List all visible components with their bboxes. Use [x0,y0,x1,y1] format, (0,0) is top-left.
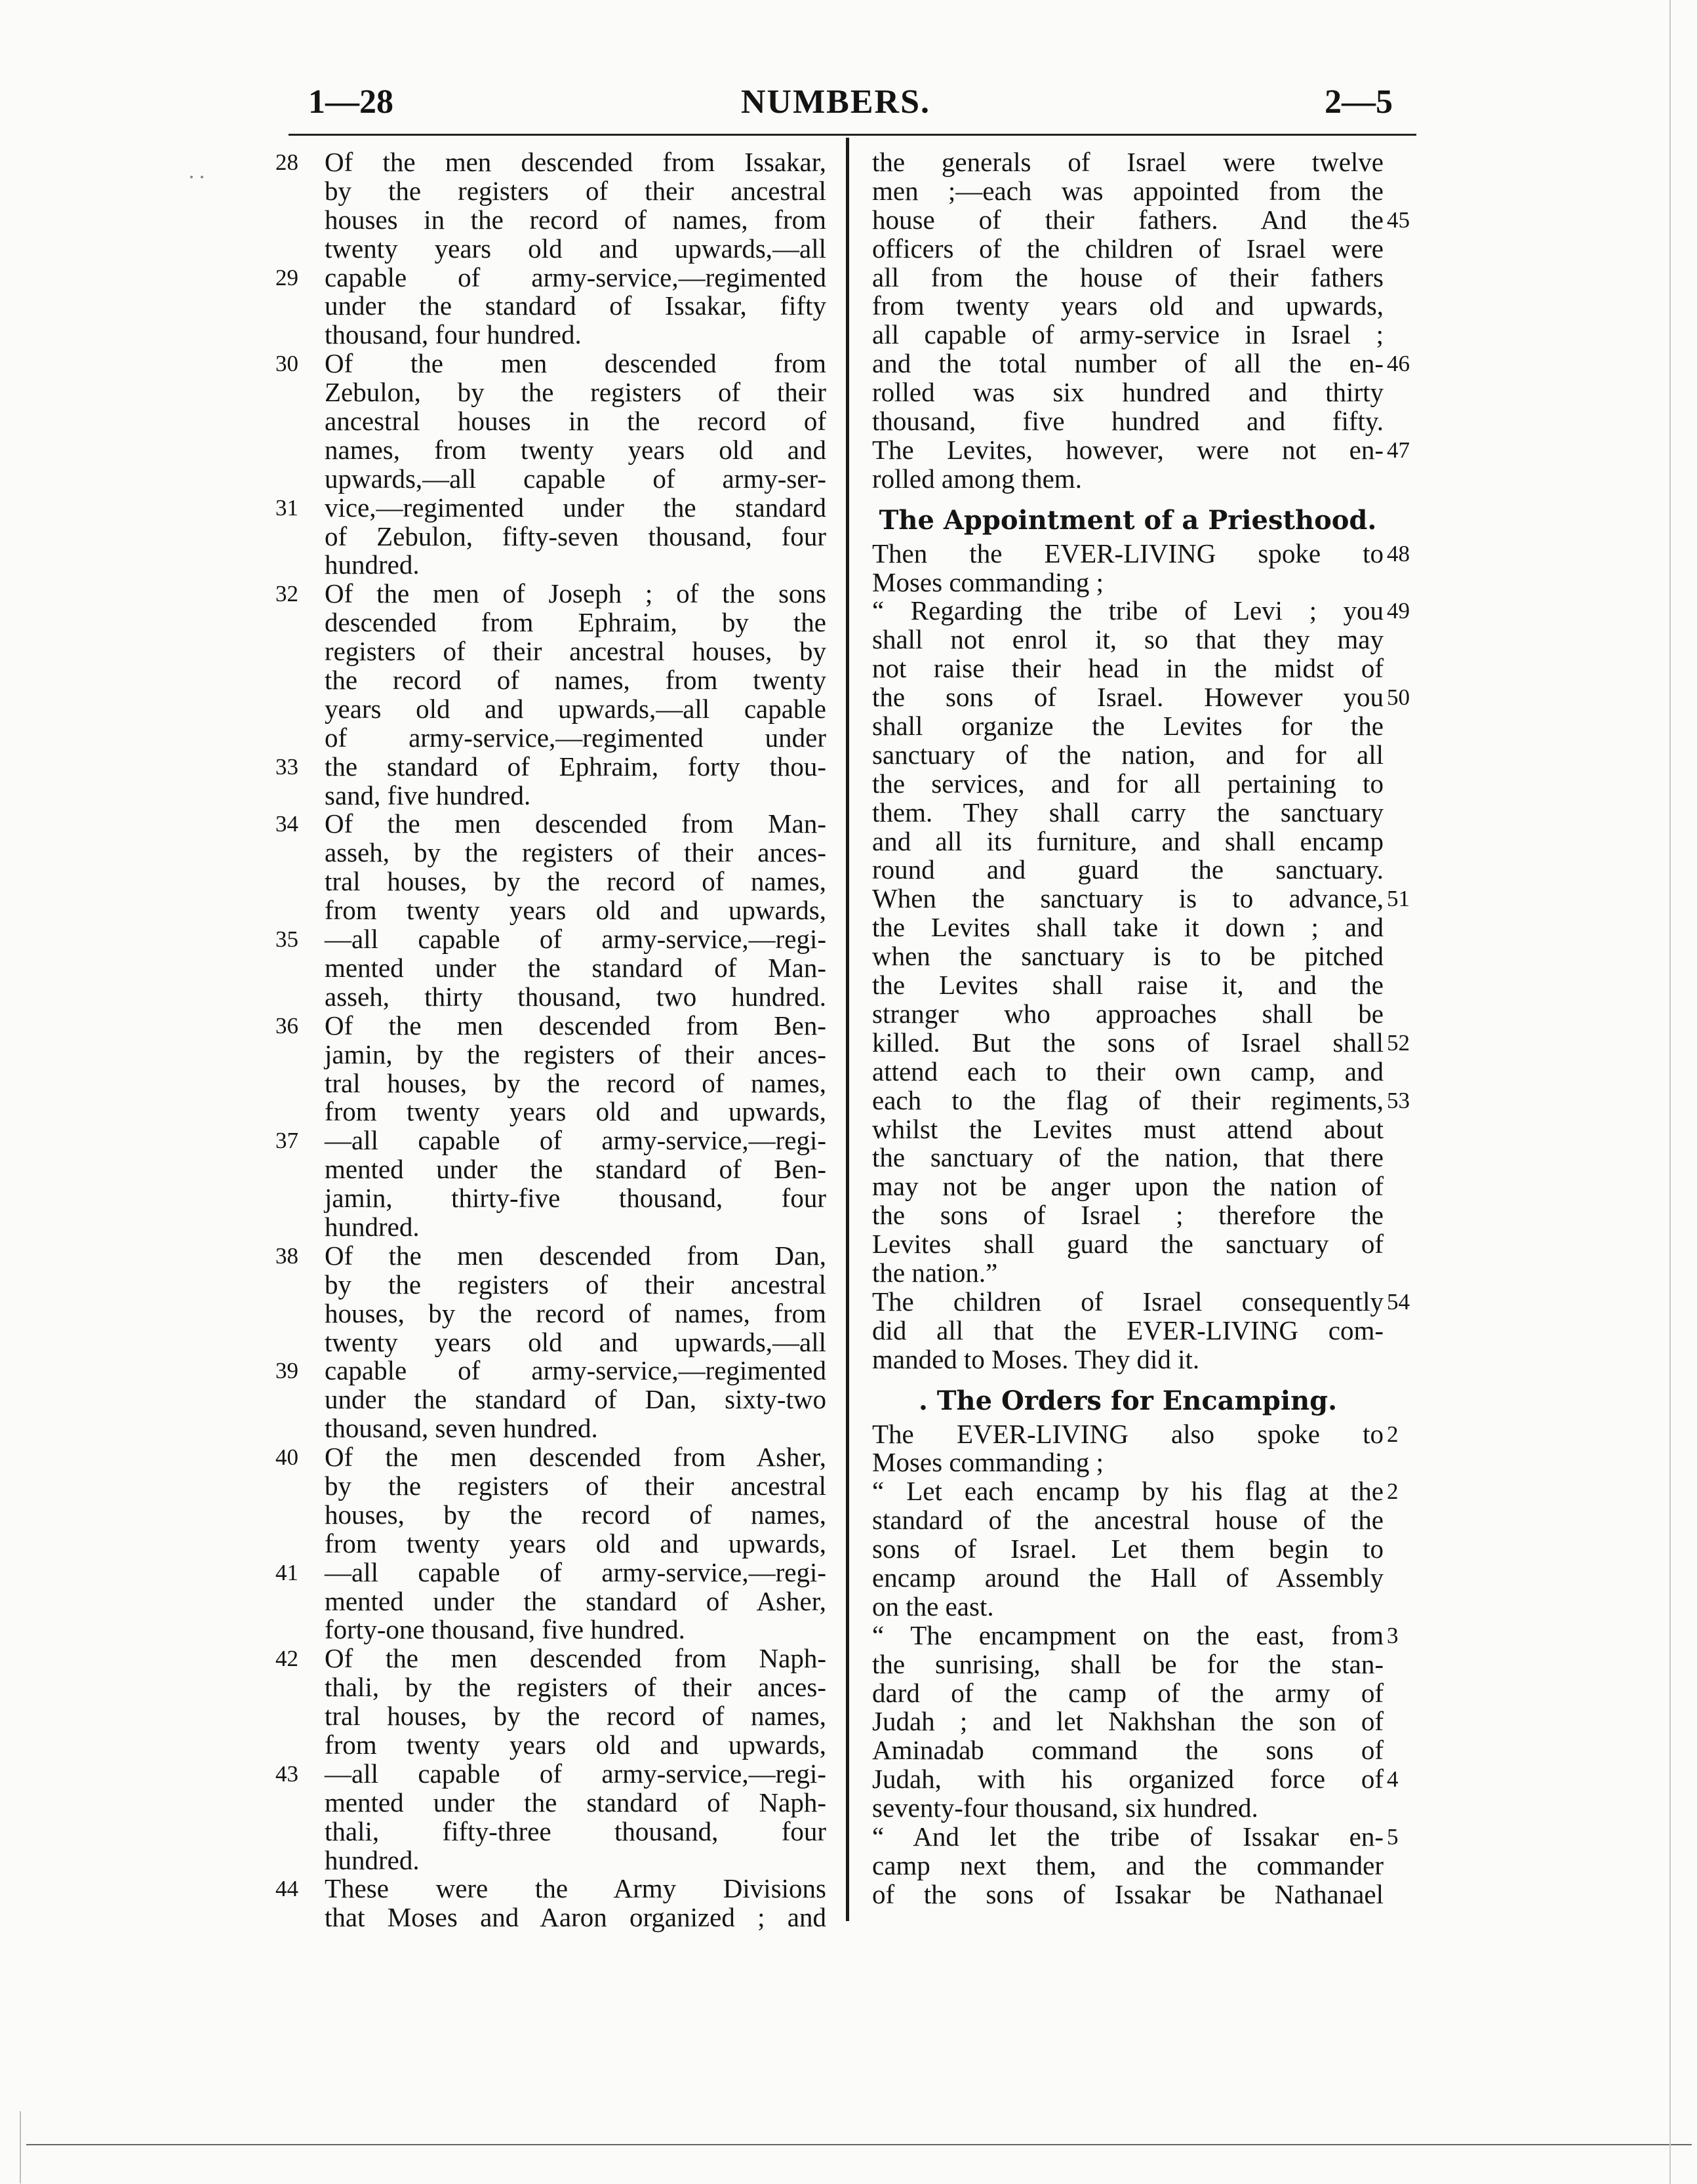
text-line [275,206,833,235]
text-line [275,1012,833,1041]
line-text: Of the men descended from Asher, [325,1442,826,1473]
column-divider [846,138,849,1921]
line-text: men ;—each was appointed from the [872,175,1384,206]
text-line [275,177,833,206]
line-text: tral houses, by the record of names, [325,1701,826,1732]
verse-number: 28 [275,149,298,175]
text-line [275,1644,833,1673]
text-line [852,1143,1443,1172]
text-line [275,1501,833,1530]
line-text: sanctuary of the nation, and for all [872,739,1384,770]
text-line [275,1098,833,1126]
header-rule [289,134,1416,136]
line-text: of Zebulon, fifty-seven thousand, four [325,521,826,551]
line-text: not raise their head in the midst of [872,653,1384,684]
text-line [852,654,1443,683]
text-line [275,436,833,465]
line-text: Of the men descended from Dan, [325,1240,826,1271]
text-line [852,884,1443,913]
scan-bottom-edge [26,2144,1692,2145]
text-line [275,925,833,954]
line-text: seventy-four thousand, six hundred. [872,1793,1258,1823]
text-line [852,436,1443,465]
text-line [275,1587,833,1616]
line-text: —all capable of army-service,—regi- [325,1758,826,1789]
line-text: the sons of Israel ; therefore the [872,1200,1384,1231]
text-line [275,1213,833,1242]
text-line [852,625,1443,654]
line-text: houses, by the record of names, [325,1499,826,1530]
scan-speck [201,176,203,178]
text-line [852,1420,1443,1449]
line-text: of army-service,—regimented under [325,722,826,753]
line-text: from twenty years old and upwards, [325,1096,826,1127]
line-text: Moses commanding ; [872,1447,1104,1478]
text-line [852,177,1443,206]
text-line [275,1126,833,1155]
line-text: standard of the ancestral house of the [872,1505,1384,1536]
text-line [852,264,1443,292]
text-line [852,1765,1443,1794]
line-text: thali, fifty-three thousand, four [325,1816,826,1846]
line-text: by the registers of their ancestral [325,1470,826,1501]
line-text: houses in the record of names, from [325,204,826,235]
text-line [275,407,833,436]
text-line [852,1564,1443,1593]
line-text: thousand, seven hundred. [325,1413,598,1444]
verse-number: 49 [1387,598,1410,624]
line-text: house of their fathers. And the [872,204,1384,235]
line-text: from twenty years old and upwards, [325,1729,826,1760]
line-text: When the sanctuary is to advance, [872,883,1384,914]
line-text: —all capable of army-service,—regi- [325,1125,826,1156]
text-line [275,465,833,494]
line-text: mented under the standard of Naph- [325,1787,826,1817]
text-line [275,1817,833,1846]
text-line [275,608,833,637]
text-line [852,1679,1443,1708]
line-text: twenty years old and upwards,—all [325,1326,826,1357]
text-line [275,782,833,810]
text-line [275,1789,833,1817]
text-line [275,867,833,896]
text-line [275,580,833,608]
verse-number: 48 [1387,540,1410,566]
line-text: Zebulon, by the registers of their [325,377,826,408]
text-line [852,971,1443,1000]
line-text: the standard of Ephraim, forty thou- [325,751,826,782]
text-line [275,1069,833,1098]
line-text: names, from twenty years old and [325,434,826,465]
text-line [275,1357,833,1385]
text-line [275,983,833,1012]
text-line [275,1731,833,1760]
verse-number: 5 [1387,1823,1399,1850]
verse-number: 4 [1387,1766,1399,1793]
line-text: attend each to their own camp, and [872,1056,1384,1086]
line-text: encamp around the Hall of Assembly [872,1562,1384,1593]
verse-number: 3 [1387,1622,1399,1648]
verse-number: 31 [275,494,298,521]
line-text: thousand, four hundred. [325,319,582,350]
line-text: Of the men descended from Ben- [325,1010,826,1041]
text-line [275,148,833,177]
section-heading-row [852,1374,1443,1420]
verse-number: 50 [1387,685,1410,711]
text-line [275,954,833,983]
text-line [275,264,833,292]
text-line [275,349,833,378]
text-line [852,1477,1443,1506]
text-line [852,1000,1443,1029]
line-text: Judah ; and let Nakhshan the son of [872,1706,1384,1737]
line-text: “ And let the tribe of Issakar en- [872,1821,1384,1852]
line-text: the Levites shall take it down ; and [872,912,1384,943]
text-line [852,1058,1443,1086]
text-line [275,695,833,724]
text-line [852,683,1443,712]
line-text: whilst the Levites must attend about [872,1113,1384,1144]
text-line [275,1673,833,1702]
text-line [852,1201,1443,1230]
text-line [852,540,1443,568]
text-line [852,1736,1443,1765]
line-text: the generals of Israel were twelve [872,147,1384,177]
verse-number: 36 [275,1012,298,1039]
line-text: thali, by the registers of their ances- [325,1672,826,1703]
verse-number: 2 [1387,1421,1399,1447]
line-text: descended from Ephraim, by the [325,607,826,638]
verse-number: 53 [1387,1087,1410,1113]
text-line [275,1903,833,1932]
line-text: may not be anger upon the nation of [872,1171,1384,1202]
text-line [852,1535,1443,1564]
text-line [852,378,1443,407]
line-text: mented under the standard of Ben- [325,1154,826,1185]
line-text: stranger who approaches shall be [872,998,1384,1029]
verse-number: 34 [275,811,298,837]
text-line [852,1288,1443,1317]
line-text: asseh, thirty thousand, two hundred. [325,981,826,1012]
verse-number: 38 [275,1242,298,1269]
text-line [852,799,1443,827]
text-line [852,206,1443,235]
line-text: —all capable of army-service,—regi- [325,1557,826,1587]
text-line [275,1414,833,1443]
line-text: capable of army-service,—regimented [325,1355,826,1386]
line-text: the sanctuary of the nation, that there [872,1142,1384,1173]
text-line [852,1230,1443,1259]
text-line [852,1029,1443,1058]
verse-number: 44 [275,1876,298,1902]
verse-number: 35 [275,926,298,953]
line-text: hundred. [325,549,420,580]
line-text: Moses commanding ; [872,566,1104,597]
line-text: the record of names, from twenty [325,665,826,696]
line-text: Of the men descended from [325,348,826,379]
text-line [275,1443,833,1472]
chapter-verse-range-left: 1—28 [308,83,393,121]
text-line [275,494,833,523]
line-text: tral houses, by the record of names, [325,1067,826,1098]
line-text: twenty years old and upwards,—all [325,233,826,264]
right-text-column [852,148,1443,1909]
text-line [852,856,1443,884]
verse-number: 51 [1387,886,1410,912]
text-line [852,321,1443,349]
verse-number: 33 [275,753,298,780]
line-text: camp next them, and the commander [872,1850,1384,1880]
text-line [275,810,833,839]
line-text: Then the EVER-LIVING spoke to [872,538,1384,568]
line-text: hundred. [325,1844,420,1875]
verse-number: 32 [275,581,298,607]
text-line [852,712,1443,741]
text-line [852,597,1443,625]
text-line [852,1593,1443,1621]
text-line [275,1041,833,1069]
section-heading-row [852,494,1443,540]
text-line [852,942,1443,971]
text-line [275,1846,833,1875]
text-line [275,1271,833,1300]
text-line [275,839,833,867]
text-line [275,1875,833,1903]
line-text: asseh, by the registers of their ances- [325,837,826,868]
line-text: registers of their ancestral houses, by [325,636,826,667]
line-text: “ Let each encamp by his flag at the [872,1476,1384,1507]
line-text: under the standard of Dan, sixty-two [325,1384,826,1415]
line-text: all from the house of their fathers [872,262,1384,292]
section-heading: The Appointment of a Priesthood. [879,504,1377,536]
verse-number: 43 [275,1760,298,1787]
line-text: These were the Army Divisions [325,1873,826,1904]
text-line [852,770,1443,799]
line-text: Judah, with his organized force of [872,1764,1384,1795]
text-line [275,637,833,666]
text-line [275,1616,833,1644]
verse-number: 41 [275,1559,298,1585]
text-line [852,1086,1443,1115]
text-line [852,1880,1443,1909]
text-line [275,1184,833,1213]
line-text: did all that the EVER-LIVING com- [872,1315,1384,1345]
line-text: The Levites, however, were not en- [872,434,1384,465]
line-text: mented under the standard of Asher, [325,1585,826,1616]
text-line [852,913,1443,942]
text-line [852,148,1443,177]
verse-number: 46 [1387,351,1410,377]
line-text: the Levites shall raise it, and the [872,970,1384,1001]
line-text: years old and upwards,—all capable [325,693,826,724]
line-text: each to the flag of their regiments, [872,1084,1384,1115]
text-line [852,349,1443,378]
verse-number: 29 [275,264,298,290]
chapter-verse-range-right: 2—5 [1325,83,1393,121]
line-text: thousand, five hundred and fifty. [872,406,1384,437]
text-line [275,1760,833,1789]
text-line [852,1621,1443,1650]
line-text: by the registers of their ancestral [325,175,826,206]
text-line [852,1259,1443,1288]
text-line [852,1506,1443,1535]
text-line [275,1385,833,1414]
line-text: hundred. [325,1211,420,1242]
verse-number: 54 [1387,1288,1410,1315]
line-text: by the registers of their ancestral [325,1269,826,1300]
text-line [852,1115,1443,1144]
line-text: from twenty years old and upwards, [325,895,826,926]
line-text: Of the men descended from Naph- [325,1643,826,1674]
text-line [275,666,833,695]
line-text: manded to Moses. They did it. [872,1343,1200,1374]
line-text: them. They shall carry the sanctuary [872,797,1384,827]
text-line [852,741,1443,770]
line-text: shall not enrol it, so that they may [872,624,1384,655]
line-text: and all its furniture, and shall encamp [872,825,1384,856]
line-text: the services, and for all pertaining to [872,768,1384,799]
line-text: jamin, thirty-five thousand, four [325,1183,826,1214]
text-line [852,1317,1443,1345]
line-text: when the sanctuary is to be pitched [872,941,1384,972]
verse-number: 45 [1387,207,1410,233]
text-line [852,1448,1443,1477]
text-line [275,1530,833,1559]
text-line [275,1559,833,1587]
line-text: and the total number of all the en- [872,348,1384,379]
verse-number: 42 [275,1646,298,1672]
scan-speck [190,176,193,178]
text-line [275,1155,833,1184]
line-text: capable of army-service,—regimented [325,262,826,292]
text-line [852,407,1443,436]
line-text: Of the men descended from Issakar, [325,147,826,177]
line-text: —all capable of army-service,—regi- [325,924,826,955]
line-text: from twenty years old and upwards, [325,1528,826,1559]
text-line [275,1472,833,1501]
text-line [852,568,1443,597]
text-line [852,292,1443,321]
verse-number: 37 [275,1128,298,1154]
line-text: upwards,—all capable of army-ser- [325,463,826,494]
line-text: the sons of Israel. However you [872,682,1384,713]
line-text: ancestral houses in the record of [325,406,826,437]
verse-number: 39 [275,1358,298,1384]
running-title: NUMBERS. [741,83,931,121]
line-text: rolled was six hundred and thirty [872,377,1384,408]
line-text: sons of Israel. Let them begin to [872,1534,1384,1564]
line-text: shall organize the Levites for the [872,711,1384,742]
line-text: houses, by the record of names, from [325,1298,826,1328]
text-line [275,523,833,551]
text-line [275,235,833,264]
line-text: The EVER-LIVING also spoke to [872,1418,1384,1449]
line-text: sand, five hundred. [325,780,531,810]
line-text: mented under the standard of Man- [325,952,826,983]
section-heading: . The Orders for Encamping. [918,1385,1338,1416]
text-line [275,724,833,753]
left-text-column [275,148,833,1932]
line-text: Of the men descended from Man- [325,808,826,839]
line-text: Aminadab command the sons of [872,1735,1384,1766]
line-text: that Moses and Aaron organized ; and [325,1902,826,1933]
line-text: “ Regarding the tribe of Levi ; you [872,595,1384,626]
line-text: jamin, by the registers of their ances- [325,1039,826,1069]
text-line [275,1328,833,1357]
text-line [852,827,1443,856]
scan-left-edge [20,2111,21,2183]
text-line [852,1707,1443,1736]
text-line [852,1345,1443,1374]
text-line [852,465,1443,494]
line-text: dard of the camp of the army of [872,1677,1384,1708]
line-text: “ The encampment on the east, from [872,1619,1384,1650]
text-line [852,1172,1443,1201]
line-text: the nation.” [872,1257,998,1288]
line-text: The children of Israel consequently [872,1286,1384,1317]
text-line [852,235,1443,264]
text-line [852,1852,1443,1880]
line-text: tral houses, by the record of names, [325,866,826,897]
verse-number: 2 [1387,1479,1399,1505]
text-line [275,896,833,925]
text-line [852,1794,1443,1823]
line-text: of the sons of Issakar be Nathanael [872,1878,1384,1909]
line-text: from twenty years old and upwards, [872,290,1384,321]
verse-number: 52 [1387,1029,1410,1056]
text-line [852,1823,1443,1852]
line-text: Levites shall guard the sanctuary of [872,1229,1384,1260]
line-text: killed. But the sons of Israel shall [872,1027,1384,1058]
line-text: all capable of army-service in Israel ; [872,319,1384,350]
text-line [275,1702,833,1731]
text-line [275,753,833,782]
text-line [852,1650,1443,1679]
text-line [275,551,833,580]
line-text: under the standard of Issakar, fifty [325,290,826,321]
line-text: on the east. [872,1591,994,1621]
line-text: forty-one thousand, five hundred. [325,1614,685,1645]
line-text: Of the men of Joseph ; of the sons [325,578,826,609]
text-line [275,1242,833,1271]
text-line [275,378,833,407]
line-text: vice,—regimented under the standard [325,492,826,523]
verse-number: 47 [1387,437,1410,463]
line-text: officers of the children of Israel were [872,233,1384,264]
line-text: rolled among them. [872,463,1082,494]
text-line [275,321,833,349]
line-text: round and guard the sanctuary. [872,854,1384,885]
text-line [275,292,833,321]
text-line [275,1300,833,1328]
verse-number: 40 [275,1444,298,1471]
line-text: the sunrising, shall be for the stan- [872,1648,1384,1679]
verse-number: 30 [275,351,298,377]
scan-right-edge [1669,0,1671,2184]
